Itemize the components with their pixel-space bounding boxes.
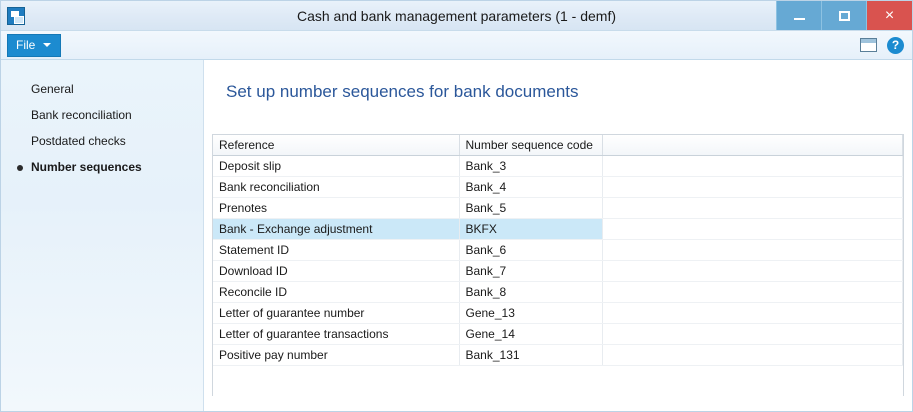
cell-blank[interactable] [602, 177, 903, 198]
sidebar-item-label: General [31, 82, 74, 96]
chevron-down-icon [43, 43, 51, 47]
cell-blank[interactable] [602, 156, 903, 177]
selected-bullet-icon [17, 165, 23, 171]
cell-number-sequence-code[interactable]: Bank_7 [459, 261, 602, 282]
cell-blank[interactable] [602, 282, 903, 303]
sidebar-item-bank-reconciliation[interactable] [1, 102, 203, 128]
cell-number-sequence-code[interactable]: Gene_13 [459, 303, 602, 324]
close-button[interactable] [866, 1, 912, 30]
file-menu-button[interactable] [7, 34, 61, 57]
table-row[interactable] [213, 240, 903, 261]
help-icon[interactable]: ? [887, 37, 904, 54]
cell-number-sequence-code[interactable]: Bank_6 [459, 240, 602, 261]
cell-blank[interactable] [602, 219, 903, 240]
sidebar-navigation [1, 60, 204, 412]
cell-blank[interactable] [602, 198, 903, 219]
sidebar-item-general[interactable] [1, 76, 203, 102]
table-row[interactable] [213, 261, 903, 282]
column-header-number-sequence-code[interactable]: Number sequence code [459, 135, 602, 156]
column-header-reference[interactable]: Reference [213, 135, 459, 156]
grid-table [213, 135, 903, 366]
cell-number-sequence-code[interactable]: BKFX [459, 219, 602, 240]
table-row[interactable] [213, 324, 903, 345]
cell-reference[interactable]: Deposit slip [213, 156, 459, 177]
cell-number-sequence-code[interactable]: Bank_3 [459, 156, 602, 177]
dynamics-app-icon[interactable] [7, 7, 25, 25]
cell-blank[interactable] [602, 261, 903, 282]
table-row[interactable] [213, 345, 903, 366]
minimize-button[interactable] [776, 1, 821, 30]
window-title: Cash and bank management parameters (1 - demf) [296, 7, 617, 24]
title-bar [1, 1, 912, 31]
cell-number-sequence-code[interactable]: Bank_131 [459, 345, 602, 366]
cell-number-sequence-code[interactable]: Bank_4 [459, 177, 602, 198]
sidebar-item-postdated-checks[interactable] [1, 128, 203, 154]
table-row[interactable] [213, 303, 903, 324]
cell-reference[interactable]: Letter of guarantee number [213, 303, 459, 324]
sidebar-item-label: Bank reconciliation [31, 108, 132, 122]
cell-blank[interactable] [602, 324, 903, 345]
table-row[interactable] [213, 282, 903, 303]
sidebar-item-label: Number sequences [31, 160, 142, 174]
window-layout-icon[interactable] [860, 38, 877, 52]
grid-header [213, 135, 903, 156]
sidebar-item-label: Postdated checks [31, 134, 126, 148]
sidebar-item-number-sequences[interactable] [1, 154, 203, 180]
cell-reference[interactable]: Download ID [213, 261, 459, 282]
page-title: Set up number sequences for bank documents [226, 82, 579, 101]
column-header-blank[interactable] [602, 135, 903, 156]
close-icon: × [884, 6, 895, 24]
menu-bar [1, 31, 912, 60]
cell-reference[interactable]: Reconcile ID [213, 282, 459, 303]
cell-number-sequence-code[interactable]: Bank_8 [459, 282, 602, 303]
content-pane [204, 60, 912, 412]
cell-reference[interactable]: Letter of guarantee transactions [213, 324, 459, 345]
window-controls [776, 1, 912, 31]
cell-number-sequence-code[interactable]: Bank_5 [459, 198, 602, 219]
grid-body [213, 156, 903, 366]
cell-reference[interactable]: Bank - Exchange adjustment [213, 219, 459, 240]
file-menu-label: File [16, 38, 36, 52]
table-row[interactable] [213, 177, 903, 198]
table-row[interactable] [213, 156, 903, 177]
maximize-icon [839, 11, 850, 21]
grid-header-row [213, 135, 903, 156]
cell-number-sequence-code[interactable]: Gene_14 [459, 324, 602, 345]
number-sequences-grid[interactable] [212, 134, 904, 396]
cell-reference[interactable]: Statement ID [213, 240, 459, 261]
cell-blank[interactable] [602, 303, 903, 324]
minimize-icon [794, 18, 805, 20]
cell-reference[interactable]: Prenotes [213, 198, 459, 219]
cell-blank[interactable] [602, 240, 903, 261]
table-row[interactable] [213, 198, 903, 219]
cell-blank[interactable] [602, 345, 903, 366]
cell-reference[interactable]: Positive pay number [213, 345, 459, 366]
window-body [1, 60, 912, 412]
maximize-button[interactable] [821, 1, 866, 30]
cell-reference[interactable]: Bank reconciliation [213, 177, 459, 198]
table-row-selected[interactable] [213, 219, 903, 240]
menu-bar-right-tools [860, 37, 904, 54]
